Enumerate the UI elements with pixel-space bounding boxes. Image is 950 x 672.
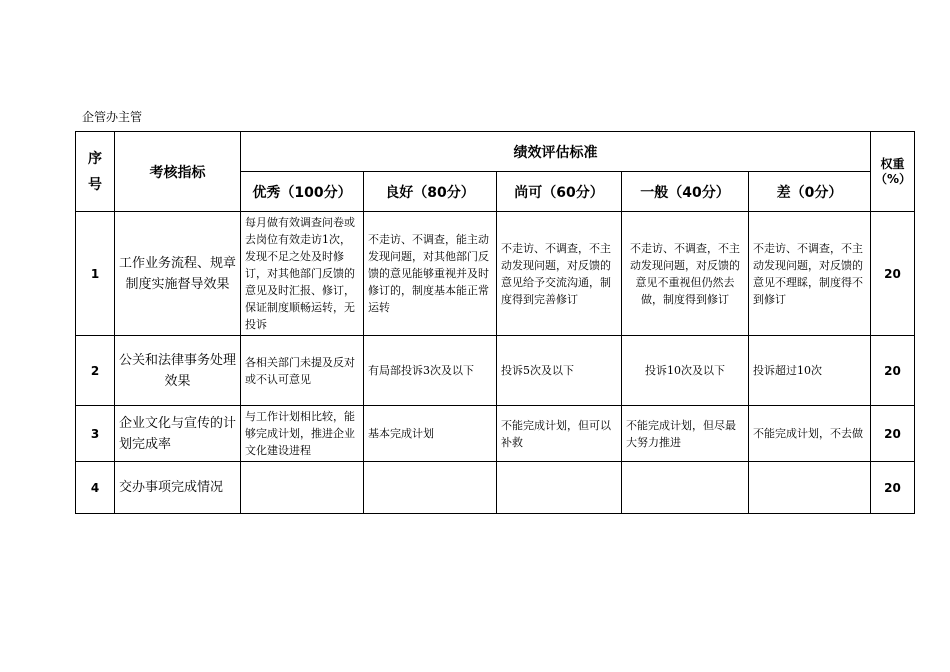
header-level-fair: 尚可（60分） [497,172,622,212]
criteria-poor: 投诉超过10次 [749,336,871,406]
header-indicator: 考核指标 [115,132,241,212]
criteria-excellent: 每月做有效调查问卷或去岗位有效走访1次，发现不足之处及时修订，对其他部门反馈的意见及时汇报、修订，保证制度顺畅运转，无投诉 [241,212,364,336]
table-row [76,212,915,336]
criteria-average: 不走访、不调查，不主动发现问题，对反馈的意见不重视但仍然去做，制度得到修订 [622,212,749,336]
criteria-average [622,462,749,514]
row-indicator: 公关和法律事务处理效果 [115,336,241,406]
row-seq: 4 [76,462,115,514]
criteria-good [364,462,497,514]
row-weight: 20 [871,336,915,406]
row-seq: 2 [76,336,115,406]
header-standard: 绩效评估标准 [241,132,871,172]
header-level-poor: 差（0分） [749,172,871,212]
criteria-good: 有局部投诉3次及以下 [364,336,497,406]
criteria-fair: 投诉5次及以下 [497,336,622,406]
table-row [76,462,915,514]
row-weight: 20 [871,212,915,336]
row-seq: 1 [76,212,115,336]
header-level-average: 一般（40分） [622,172,749,212]
header-seq: 序号 [88,150,102,193]
table-row [76,336,915,406]
header-level-excellent: 优秀（100分） [241,172,364,212]
page-caption: 企管办主管 [82,110,143,124]
criteria-fair: 不能完成计划，但可以补救 [497,406,622,462]
criteria-fair: 不走访、不调查，不主动发现问题，对反馈的意见给予交流沟通，制度得到完善修订 [497,212,622,336]
criteria-average: 投诉10次及以下 [622,336,749,406]
criteria-good: 不走访、不调查，能主动发现问题，对其他部门反馈的意见能够重视并及时修订的，制度基本能正常运转 [364,212,497,336]
table-row [76,406,915,462]
criteria-poor: 不走访、不调查，不主动发现问题，对反馈的意见不理睬，制度得不到修订 [749,212,871,336]
row-weight: 20 [871,406,915,462]
criteria-average: 不能完成计划，但尽最大努力推进 [622,406,749,462]
header-seq-cell [76,132,115,212]
criteria-excellent: 与工作计划相比较，能够完成计划，推进企业文化建设进程 [241,406,364,462]
evaluation-table [75,131,915,514]
header-row-1 [76,132,915,172]
criteria-poor: 不能完成计划，不去做 [749,406,871,462]
criteria-excellent [241,462,364,514]
row-indicator: 工作业务流程、规章制度实施督导效果 [115,212,241,336]
header-weight: 权重（%） [871,132,915,212]
criteria-fair [497,462,622,514]
row-weight: 20 [871,462,915,514]
row-seq: 3 [76,406,115,462]
criteria-excellent: 各相关部门未提及反对或不认可意见 [241,336,364,406]
criteria-good: 基本完成计划 [364,406,497,462]
row-indicator: 企业文化与宣传的计划完成率 [115,406,241,462]
criteria-poor [749,462,871,514]
row-indicator: 交办事项完成情况 [115,462,241,514]
header-level-good: 良好（80分） [364,172,497,212]
